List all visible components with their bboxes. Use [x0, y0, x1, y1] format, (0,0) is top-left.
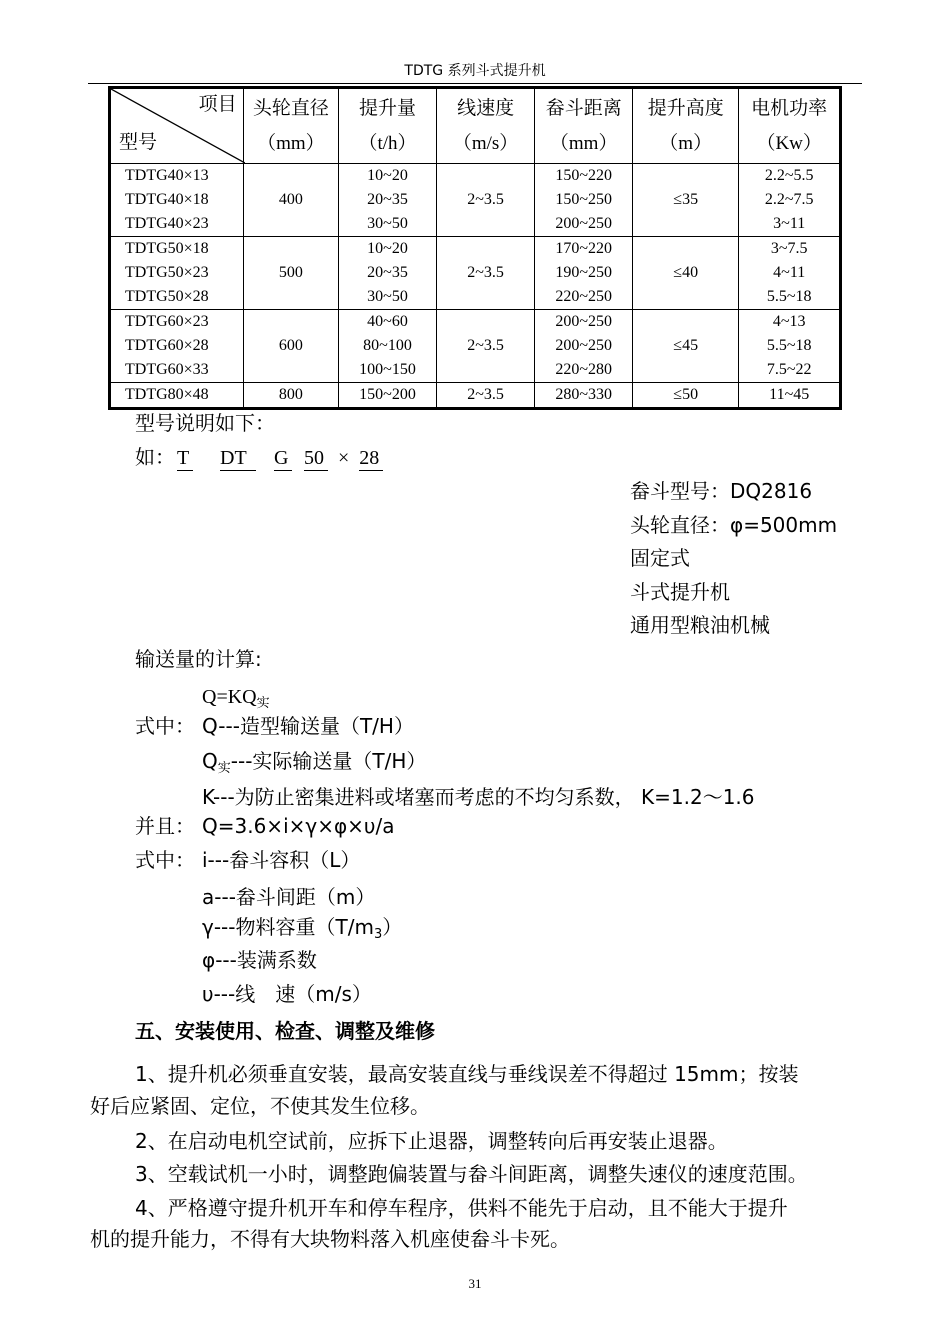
model-cell [110, 164, 244, 237]
distance-cell [535, 164, 633, 237]
header-divider [88, 83, 862, 84]
formula-q-main: Q=KQ [202, 686, 257, 708]
distance-value: 200~250 [555, 215, 613, 232]
distance-cell [535, 310, 633, 383]
power-cell [739, 383, 841, 409]
capacity-value: 40~60 [367, 313, 408, 330]
table-row [110, 310, 841, 383]
column-header-diameter [243, 88, 339, 164]
def-q: Q---造型输送量（T/H） [202, 714, 414, 738]
example-prefix: 如： [135, 445, 175, 469]
def-i: i---畚斗容积（L） [202, 848, 361, 872]
item-1-line-2: 好后应紧固、定位，不使其发生位移。 [90, 1094, 430, 1118]
model-name: TDTG40×18 [125, 191, 209, 208]
distance-value: 200~250 [555, 337, 613, 354]
model-name: TDTG50×23 [125, 264, 209, 281]
capacity-cell [339, 310, 437, 383]
speed-cell: 2~3.5 [436, 164, 535, 237]
column-unit: （m） [659, 133, 713, 154]
power-value: 3~11 [773, 215, 806, 232]
item-1-line-1: 1、提升机必须垂直安装，最高安装直线与垂线误差不得超过 15mm；按装 [135, 1062, 799, 1086]
item-3: 3、空载试机一小时，调整跑偏装置与畚斗间距离，调整失速仪的速度范围。 [135, 1162, 808, 1186]
power-value: 4~13 [772, 313, 806, 330]
def-gamma [202, 914, 402, 948]
spec-table [108, 86, 842, 410]
corner-label-item: 项目 [198, 93, 237, 115]
item-4-line-1: 4、严格遵守提升机开车和停车程序，供料不能先于启动，且不能大于提升 [135, 1196, 788, 1220]
capacity-cell [339, 383, 437, 409]
distance-value: 200~250 [555, 313, 613, 330]
label-bucket-elevator: 斗式提升机 [630, 580, 730, 604]
speed-cell: 2~3.5 [436, 310, 535, 383]
diameter-cell: 800 [243, 383, 339, 409]
formula-q [202, 684, 270, 716]
distance-cell [535, 237, 633, 310]
table-row [110, 383, 841, 409]
height-cell: ≤40 [633, 237, 739, 310]
distance-value: 280~330 [555, 386, 613, 403]
label-head-diameter: 头轮直径：φ=500mm [630, 513, 838, 537]
where-label-2: 式中： [135, 848, 195, 872]
where-label-1: 式中： [135, 714, 195, 738]
capacity-value: 20~35 [367, 191, 408, 208]
table-corner-cell [110, 88, 244, 164]
column-header-height [633, 88, 739, 164]
column-header-capacity [339, 88, 437, 164]
power-value: 5.5~18 [766, 288, 812, 305]
model-cell [110, 310, 244, 383]
capacity-cell [339, 164, 437, 237]
header-title: TDTG 系列斗式提升机 [404, 63, 546, 79]
table-row [110, 164, 841, 237]
code-part-t: T [177, 446, 193, 471]
code-times: × [338, 447, 350, 469]
capacity-value: 30~50 [367, 215, 408, 232]
power-value: 2.2~7.5 [764, 191, 814, 208]
capacity-value: 150~200 [359, 386, 416, 403]
distance-cell [535, 383, 633, 409]
page-number: 31 [468, 1276, 482, 1291]
capacity-value: 10~20 [367, 167, 408, 184]
def-gamma-rest: ） [382, 915, 403, 939]
height-cell: ≤50 [633, 383, 739, 409]
column-title: 线速度 [457, 97, 515, 119]
diameter-cell: 600 [243, 310, 339, 383]
distance-value: 220~280 [555, 361, 613, 378]
capacity-value: 100~150 [359, 361, 416, 378]
def-gamma-sub: 3 [373, 927, 383, 942]
column-title: 提升高度 [647, 97, 724, 119]
model-name: TDTG40×23 [125, 215, 209, 232]
label-grain-oil-machinery: 通用型粮油机械 [630, 613, 770, 637]
def-q-actual-rest: ---实际输送量（T/H） [230, 749, 427, 773]
def-v: υ---线 速（m/s） [202, 982, 372, 1006]
power-cell [739, 237, 841, 310]
column-title: 畚斗距离 [545, 97, 622, 119]
model-cell [110, 383, 244, 409]
def-a: a---畚斗间距（m） [202, 885, 376, 909]
capacity-value: 30~50 [367, 288, 408, 305]
and-label: 并且： [135, 814, 195, 838]
distance-value: 190~250 [555, 264, 613, 281]
column-unit: （m/s） [452, 133, 519, 154]
height-cell: ≤35 [633, 164, 739, 237]
capacity-value: 20~35 [367, 264, 408, 281]
speed-cell: 2~3.5 [436, 237, 535, 310]
power-value: 5.5~18 [766, 337, 812, 354]
power-cell [739, 310, 841, 383]
def-q-actual-sub: 实 [217, 761, 231, 776]
label-bucket-model: 畚斗型号：DQ2816 [630, 479, 813, 503]
label-fixed-type: 固定式 [630, 546, 690, 570]
item-2: 2、在启动电机空试前，应拆下止退器，调整转向后再安装止退器。 [135, 1129, 728, 1153]
model-explain-heading: 型号说明如下： [135, 411, 275, 435]
column-title: 电机功率 [751, 97, 828, 119]
model-name: TDTG40×13 [125, 167, 209, 184]
def-k: K---为防止密集进料或堵塞而考虑的不均匀系数， K=1.2～1.6 [202, 785, 755, 809]
model-name: TDTG60×33 [125, 361, 209, 378]
capacity-value: 80~100 [363, 337, 412, 354]
height-cell: ≤45 [633, 310, 739, 383]
calc-heading: 输送量的计算: [135, 647, 262, 671]
speed-cell: 2~3.5 [436, 383, 535, 409]
code-part-g: G [274, 446, 292, 471]
def-q-actual [202, 748, 426, 782]
model-example [135, 444, 383, 471]
column-header-power [739, 88, 841, 164]
column-unit: （t/h） [358, 133, 417, 154]
column-unit: （Kw） [756, 133, 822, 154]
code-part-dt: DT [220, 446, 256, 471]
model-name: TDTG60×23 [125, 313, 209, 330]
diameter-cell: 400 [243, 164, 339, 237]
model-name: TDTG80×48 [125, 386, 209, 403]
model-name: TDTG50×18 [125, 240, 209, 257]
distance-value: 150~250 [555, 191, 613, 208]
distance-value: 150~220 [555, 167, 613, 184]
item-4-line-2: 机的提升能力，不得有大块物料落入机座使畚斗卡死。 [90, 1227, 570, 1251]
column-header-speed [436, 88, 535, 164]
table-row [110, 237, 841, 310]
diameter-cell: 500 [243, 237, 339, 310]
power-value: 7.5~22 [766, 361, 812, 378]
model-cell [110, 237, 244, 310]
power-value: 2.2~5.5 [764, 167, 814, 184]
column-title: 提升量 [358, 97, 416, 119]
column-unit: （mm） [549, 133, 618, 154]
capacity-cell [339, 237, 437, 310]
def-phi: φ---装满系数 [202, 948, 317, 972]
distance-value: 170~220 [555, 240, 613, 257]
column-title: 头轮直径 [252, 97, 329, 119]
power-value: 11~45 [769, 386, 810, 403]
capacity-value: 10~20 [367, 240, 408, 257]
table-header-row [110, 88, 841, 164]
power-cell [739, 164, 841, 237]
def-gamma-main: γ---物料容重（T/m [202, 915, 374, 939]
model-name: TDTG50×28 [125, 288, 209, 305]
formula-q-sub: 实 [256, 695, 270, 710]
def-q-actual-main: Q [202, 749, 218, 773]
column-unit: （mm） [257, 133, 325, 154]
corner-label-model: 型号 [119, 131, 158, 153]
code-part-bucket: 28 [359, 446, 383, 471]
column-header-distance [535, 88, 633, 164]
model-name: TDTG60×28 [125, 337, 209, 354]
formula-q-detail: Q=3.6×i×γ×φ×υ/a [202, 814, 395, 838]
distance-value: 220~250 [555, 288, 613, 305]
code-part-diameter: 50 [304, 446, 328, 471]
power-value: 4~11 [773, 264, 806, 281]
section-5-title: 五、安装使用、检查、调整及维修 [135, 1019, 435, 1043]
power-value: 3~7.5 [770, 240, 808, 257]
